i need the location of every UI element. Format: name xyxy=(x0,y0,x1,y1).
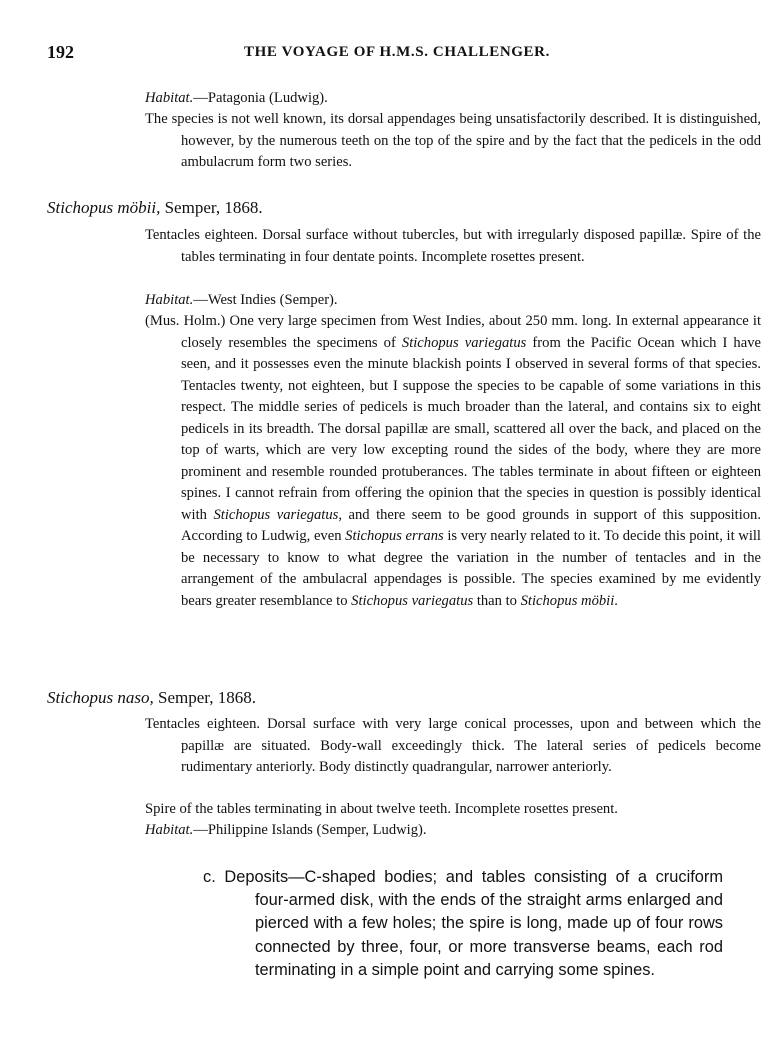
note-text: (Mus. Holm.) One very large specimen from West Indies, about 250 mm. long. In external appearance it closely resembles the specimens of xyxy=(145,313,761,351)
mobii-note xyxy=(145,311,761,612)
habitat-label: Habitat. xyxy=(145,822,194,838)
note-text: is very nearly related to it. To decide this point, it will be necessary to know to what degree the variation in the number of tentacles and in the arrangement of the ambulacral appendages is possible. The species examined by me evidently bears greater resemblance to xyxy=(181,528,761,609)
naso-habitat xyxy=(145,820,725,842)
habitat-label: Habitat. xyxy=(145,292,194,308)
deposits-label: c. xyxy=(203,868,216,886)
note-text: from the Pacific Ocean which I have seen, and it possesses even the minute blackish points I observed in several forms of that species. Tentacles twenty, not eighteen, but I suppose the species to be capable of some variations in this respect. The middle series of pedicels is much broader than the lateral, and contains six to eight pedicels in its breadth. The dorsal papillæ are small, scattered all over the back, and placed on the top of warts, which are very low excepting round the sides of the body, where they are more prominent and resemble rounded protuberances. The tables terminate in about fifteen or eighteen spines. I cannot refrain from offering the opinion that the species in question is possibly identical with xyxy=(181,334,761,523)
naso-spire: Spire of the tables terminating in about twelve teeth. Incomplete rosettes present. xyxy=(145,801,618,817)
intro-habitat xyxy=(145,88,725,110)
species-reference: Stichopus errans xyxy=(345,528,444,544)
species-heading-naso xyxy=(47,688,256,708)
deposits-paragraph xyxy=(203,866,723,982)
species-reference: Stichopus möbii xyxy=(520,592,615,609)
deposits-text: Deposits—C-shaped bodies; and tables consisting of a cruciform four-armed disk, with the ends of the straight arms enlarged and pierced with a few holes; the spire is long, made up of four rows connected by three, four, or more transverse beams, each rod terminating in a simple point and carrying some spines. xyxy=(215,868,723,979)
mobii-description: Tentacles eighteen. Dorsal surface without tubercles, but with irregularly disposed papillæ. Spire of the tables terminating in four dentate points. Incomplete rosettes present. xyxy=(145,227,761,265)
habitat-label: Habitat. xyxy=(145,90,194,106)
species-reference: Stichopus variegatus xyxy=(213,506,339,523)
habitat-text: —West Indies (Semper). xyxy=(193,292,338,308)
intro-paragraph: The species is not well known, its dorsal appendages being unsatisfactorily described. It is distinguished, however, by the numerous teeth on the top of the spire and by the fact that the pedicels in the odd ambulacrum form two series. xyxy=(145,111,761,170)
note-text: than to xyxy=(473,592,521,609)
habitat-text: —Philippine Islands (Semper, Ludwig). xyxy=(193,822,427,838)
running-title: THE VOYAGE OF H.M.S. CHALLENGER. xyxy=(244,44,550,60)
page-number: 192 xyxy=(47,42,74,62)
mobii-habitat xyxy=(145,290,725,312)
species-authority: Semper, 1868. xyxy=(160,198,263,217)
habitat-text: —Patagonia (Ludwig). xyxy=(193,90,328,106)
species-reference: Stichopus variegatus xyxy=(401,334,527,351)
note-text: . xyxy=(614,592,618,609)
species-heading-mobii xyxy=(47,198,263,218)
species-name: Stichopus naso, xyxy=(47,688,154,707)
note-text: , and there seem to be good grounds in support of this supposition. According to Ludwig, even xyxy=(181,506,761,544)
naso-description: Tentacles eighteen. Dorsal surface with very large conical processes, upon and between which the papillæ are situated. Body-wall exceedingly thick. The lateral series of pedicels become rudimentary anteriorly. Body distinctly quadrangular, narrower anteriorly. xyxy=(145,716,761,775)
page-header xyxy=(47,42,747,64)
species-reference: Stichopus variegatus xyxy=(351,592,474,609)
species-authority: Semper, 1868. xyxy=(153,688,256,707)
species-name: Stichopus möbii, xyxy=(47,198,161,217)
